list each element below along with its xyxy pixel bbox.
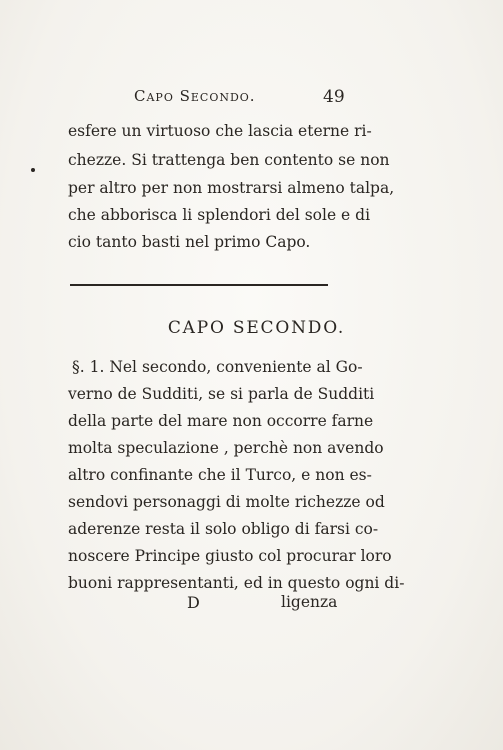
text-line: aderenze resta il solo obligo di farsi co- (68, 520, 379, 538)
text-line: chezze. Si trattenga ben contento se non (68, 151, 390, 169)
chapter-heading: CAPO SECONDO. (167, 318, 346, 338)
text-line: per altro per non mostrarsi almeno talpa, (68, 179, 395, 197)
ink-mark (31, 168, 35, 172)
signature-mark: D (187, 593, 200, 612)
running-head-title: Capo Secondo. (134, 87, 256, 105)
text-line: §. 1. Nel secondo, conveniente al Go- (72, 358, 363, 376)
text-line: esfere un virtuoso che lascia eterne ri- (68, 122, 372, 140)
text-line: verno de Sudditi, se si parla de Sudditi (68, 385, 375, 403)
running-head (0, 87, 503, 107)
text-line: altro confinante che il Turco, e non es- (68, 466, 372, 484)
page-number: 49 (323, 87, 345, 107)
catchword: ligenza (281, 593, 338, 611)
section-rule (70, 284, 328, 286)
text-line: noscere Principe giusto col procurar loro (68, 547, 392, 565)
text-line: sendovi personaggi di molte richezze od (68, 493, 385, 511)
text-line: molta speculazione , perchè non avendo (68, 439, 384, 457)
text-line: cio tanto basti nel primo Capo. (68, 233, 311, 251)
text-line: che abborisca li splendori del sole e di (68, 206, 371, 224)
text-line: della parte del mare non occorre farne (68, 412, 374, 430)
text-line: buoni rappresentanti, ed in questo ogni di- (68, 574, 405, 592)
